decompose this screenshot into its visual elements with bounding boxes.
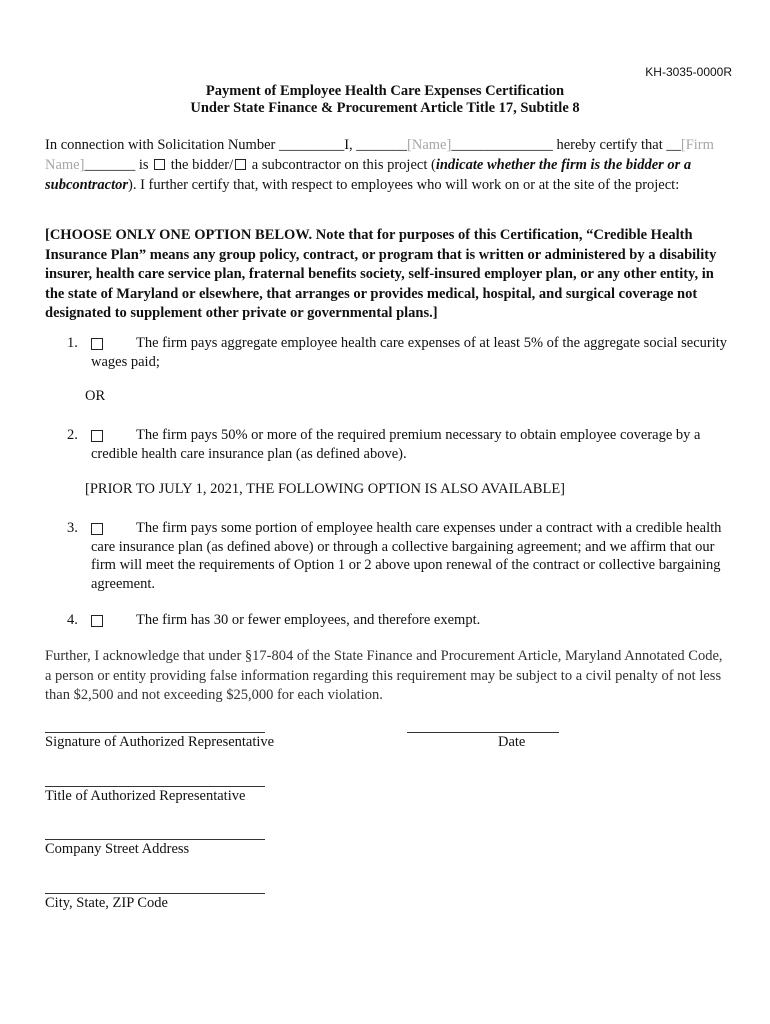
address-line[interactable]: [45, 839, 265, 840]
option-1: [67, 334, 732, 371]
option-2-checkbox[interactable]: [91, 430, 103, 442]
option-number: 2.: [67, 427, 78, 443]
option-4: [67, 611, 732, 630]
date-label: Date: [498, 734, 526, 750]
indicate-note: indicate whether the firm is the bidder or a subcontractor: [45, 157, 692, 193]
bidder-label: the bidder/: [170, 157, 234, 173]
intro-text-1: In connection with Solicitation Number _________I, _______: [45, 137, 408, 153]
city-state-zip-line[interactable]: [45, 893, 265, 894]
address-label: Company Street Address: [45, 841, 190, 857]
penalty-acknowledgement: Further, I acknowledge that under §17-804 of the State Finance and Procurement Article, Maryland Annotated Code, a person or entity providing false information regarding this requirement may be subject to a civil penalty of not less than $2,500 and not exceeding $25,000 for each violation.: [45, 648, 723, 703]
option-number: 3.: [67, 520, 78, 536]
title-label: Title of Authorized Representative: [45, 788, 246, 804]
choose-instructions: [CHOOSE ONLY ONE OPTION BELOW. Note that for purposes of this Certification, “Credible Health Insurance Plan” means any group policy, contract, or program that is written or administered by a disability insurer, health care service plan, fraternal benefits society, self-insured employer plan, or any other entity, in the state of Maryland or elsewhere, that arranges or provides medical, hospital, and surgical coverage not designated to supplement other private or governmental plans.]: [45, 227, 717, 321]
intro-paragraph: [45, 135, 730, 195]
option-text: The firm pays some portion of employee health care expenses under a contract with a credible health care insurance plan (as defined above) or through a collective bargaining agreement; and we affirm that our firm will meet the requirements of Option 1 or 2 above upon renewal of the contract or collective bargaining agreement.: [91, 520, 722, 592]
bidder-checkbox[interactable]: [154, 159, 165, 170]
option-text: The firm pays 50% or more of the required premium necessary to obtain employee coverage by a credible health care insurance plan (as defined above).: [91, 427, 701, 462]
city-state-zip-label: City, State, ZIP Code: [45, 895, 168, 911]
form-title-line-1: Payment of Employee Health Care Expenses Certification: [205, 83, 565, 99]
intro-text-3: _______ is: [84, 157, 153, 173]
form-title-line-2: Under State Finance & Procurement Article Title 17, Subtitle 8: [190, 100, 580, 116]
subcontractor-checkbox[interactable]: [235, 159, 246, 170]
prior-option-note: [PRIOR TO JULY 1, 2021, THE FOLLOWING OPTION IS ALSO AVAILABLE]: [85, 481, 566, 497]
option-3-checkbox[interactable]: [91, 523, 103, 535]
signature-line[interactable]: [45, 732, 265, 733]
option-2: [67, 426, 732, 463]
date-line[interactable]: [407, 732, 559, 733]
option-text: The firm pays aggregate employee health care expenses of at least 5% of the aggregate social security wages paid;: [91, 335, 728, 370]
option-1-checkbox[interactable]: [91, 338, 103, 350]
name-placeholder-field[interactable]: [Name]: [407, 137, 452, 153]
option-3: [67, 519, 732, 593]
title-line[interactable]: [45, 786, 265, 787]
subcontractor-label: a subcontractor on this project (: [251, 157, 436, 173]
option-number: 4.: [67, 612, 78, 628]
option-number: 1.: [67, 335, 78, 351]
signature-label: Signature of Authorized Representative: [45, 734, 275, 750]
firm-name-placeholder-field[interactable]: [Firm Name]: [45, 137, 714, 173]
option-text: The firm has 30 or fewer employees, and therefore exempt.: [136, 612, 481, 628]
form-code: KH-3035-0000R: [645, 65, 732, 79]
intro-text-4: ). I further certify that, with respect to employees who will work on or at the site of the project:: [128, 177, 680, 193]
intro-text-2: ______________ hereby certify that __: [451, 137, 681, 153]
form-title: [0, 83, 770, 117]
or-separator: OR: [85, 388, 106, 404]
option-4-checkbox[interactable]: [91, 615, 103, 627]
